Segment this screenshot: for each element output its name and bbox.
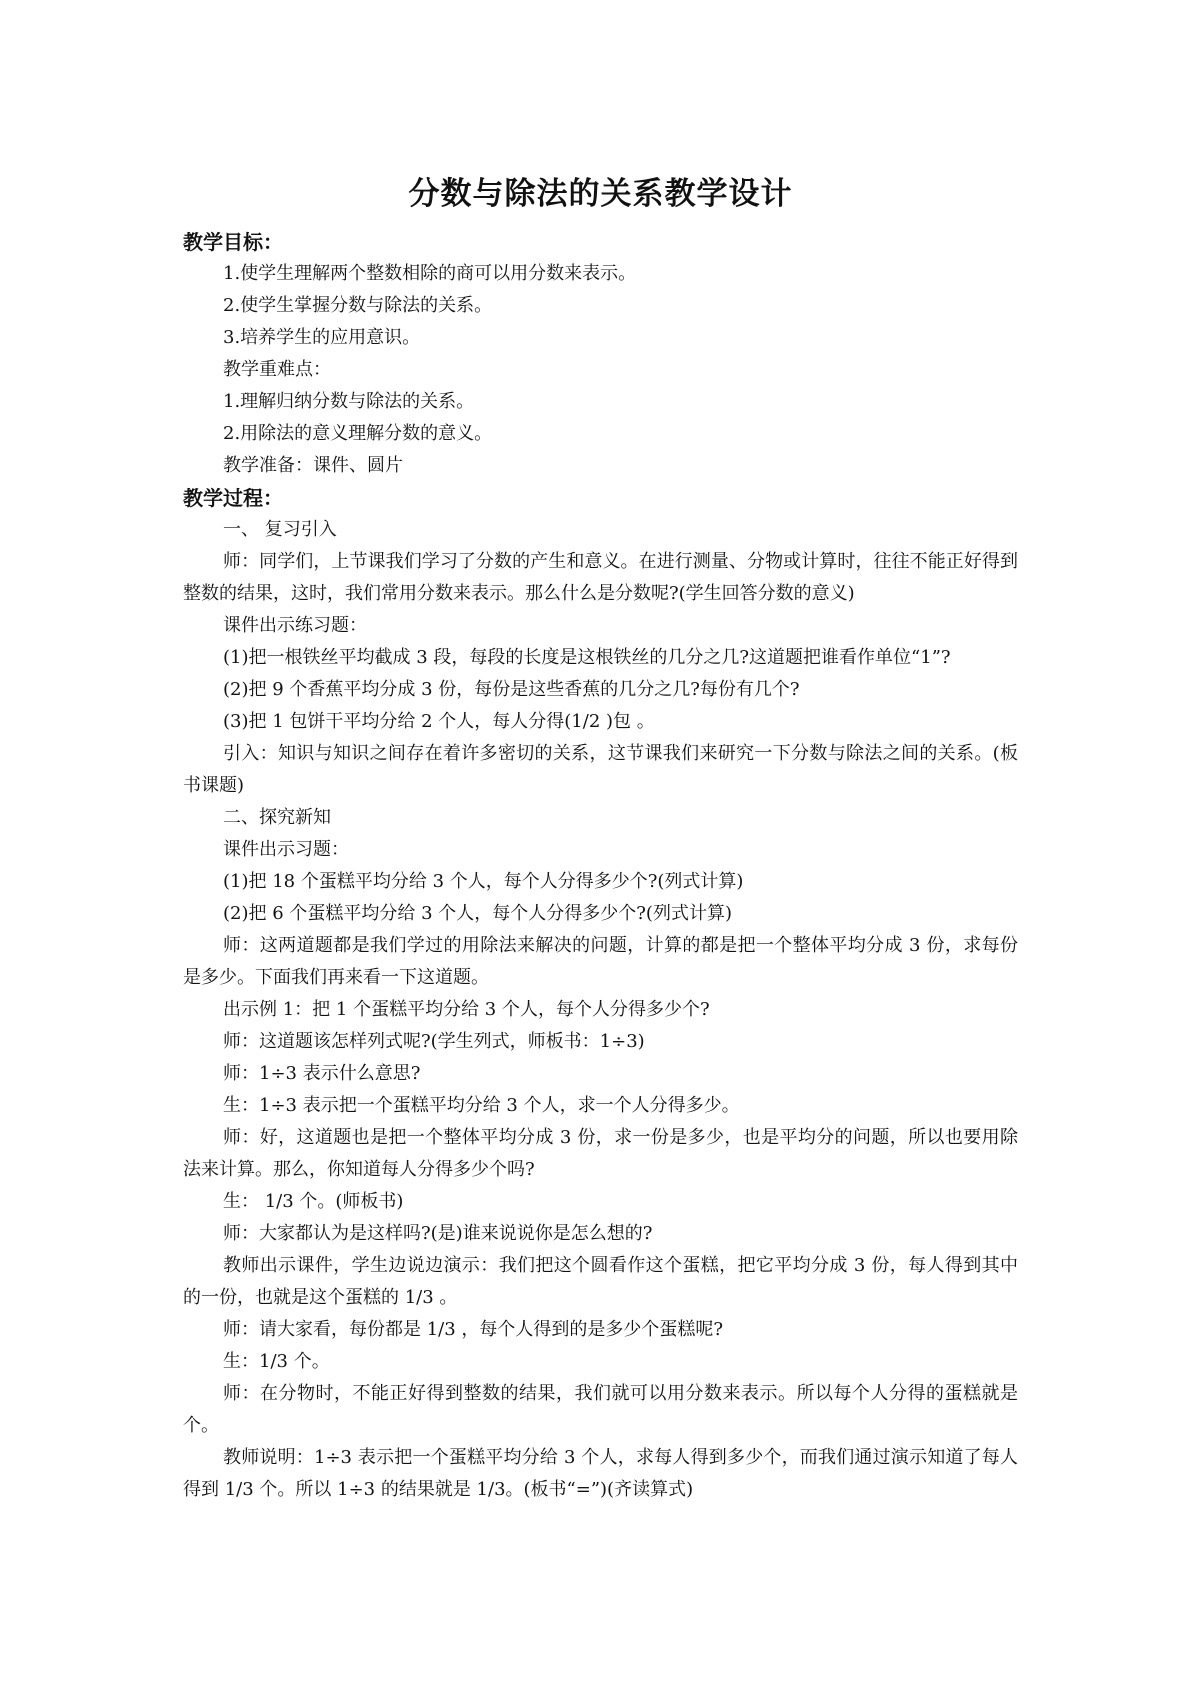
process-paragraph: 师：好，这道题也是把一个整体平均分成 3 份，求一份是多少，也是平均分的问题，所以也要用除法来计算。那么，你知道每人分得多少个吗? bbox=[183, 1127, 1018, 1180]
goal-item: 2.使学生掌握分数与除法的关系。 bbox=[223, 295, 493, 316]
process-paragraph: 生：1/3 个。 bbox=[223, 1351, 330, 1372]
process-paragraph: 师：1÷3 表示什么意思? bbox=[223, 1063, 421, 1084]
process-paragraph: 师：这道题该怎样列式呢?(学生列式，师板书：1÷3) bbox=[223, 1031, 645, 1052]
process-paragraph: 师：大家都认为是这样吗?(是)谁来说说你是怎么想的? bbox=[223, 1223, 653, 1244]
goal-item: 3.培养学生的应用意识。 bbox=[223, 327, 421, 348]
process-paragraph: 引入：知识与知识之间存在着许多密切的关系，这节课我们来研究一下分数与除法之间的关系。(板书课题) bbox=[183, 743, 1018, 796]
process-subheading: 二、探究新知 bbox=[223, 807, 331, 828]
process-paragraph: 课件出示习题： bbox=[223, 839, 349, 860]
process-paragraph: 教师说明：1÷3 表示把一个蛋糕平均分给 3 个人，求每人得到多少个，而我们通过演示知道了每人得到 1/3 个。所以 1÷3 的结果就是 1/3。(板书“=”)(齐读算式) bbox=[183, 1447, 1018, 1500]
process-paragraph: 教师出示课件，学生边说边演示：我们把这个圆看作这个蛋糕，把它平均分成 3 份，每人得到其中的一份，也就是这个蛋糕的 1/3 。 bbox=[183, 1255, 1018, 1308]
process-paragraph: 师：请大家看，每份都是 1/3 ，每个人得到的是多少个蛋糕呢? bbox=[223, 1319, 724, 1340]
exercise-item: (1)把一根铁丝平均截成 3 段，每段的长度是这根铁丝的几分之几?这道题把谁看作单位“1”? bbox=[223, 647, 951, 668]
preparation-line: 教学准备：课件、圆片 bbox=[223, 455, 403, 476]
exercise-item: (2)把 9 个香蕉平均分成 3 份，每份是这些香蕉的几分之几?每份有几个? bbox=[223, 679, 800, 700]
exercise-item: (2)把 6 个蛋糕平均分给 3 个人，每个人分得多少个?(列式计算) bbox=[223, 903, 732, 924]
exercise-item: (3)把 1 包饼干平均分给 2 个人，每人分得(1/2 )包 。 bbox=[223, 711, 655, 732]
process-paragraph: 师：在分物时，不能正好得到整数的结果，我们就可以用分数来表示。所以每个人分得的蛋糕就是 个。 bbox=[183, 1383, 1018, 1436]
process-paragraph: 生：1÷3 表示把一个蛋糕平均分给 3 个人，求一个人分得多少。 bbox=[223, 1095, 740, 1116]
goal-item: 1.使学生理解两个整数相除的商可以用分数来表示。 bbox=[223, 263, 637, 284]
goals-heading: 教学目标： bbox=[183, 230, 283, 254]
key-point-item: 1.理解归纳分数与除法的关系。 bbox=[223, 391, 475, 412]
exercise-item: (1)把 18 个蛋糕平均分给 3 个人，每个人分得多少个?(列式计算) bbox=[223, 871, 744, 892]
process-paragraph: 生： 1/3 个。(师板书) bbox=[223, 1191, 404, 1212]
process-paragraph: 师：同学们，上节课我们学习了分数的产生和意义。在进行测量、分物或计算时，往往不能正好得到整数的结果，这时，我们常用分数来表示。那么什么是分数呢?(学生回答分数的意义) bbox=[183, 551, 1018, 604]
process-subheading: 一、 复习引入 bbox=[223, 519, 337, 540]
key-point-item: 2.用除法的意义理解分数的意义。 bbox=[223, 423, 493, 444]
key-points-heading: 教学重难点： bbox=[223, 359, 331, 380]
process-heading: 教学过程： bbox=[183, 486, 283, 510]
process-paragraph: 师：这两道题都是我们学过的用除法来解决的问题，计算的都是把一个整体平均分成 3 份，求每份是多少。下面我们再来看一下这道题。 bbox=[183, 935, 1018, 988]
document-title: 分数与除法的关系教学设计 bbox=[408, 176, 793, 212]
process-paragraph: 出示例 1：把 1 个蛋糕平均分给 3 个人，每个人分得多少个? bbox=[223, 999, 710, 1020]
document-body bbox=[183, 170, 1018, 1506]
process-paragraph: 课件出示练习题： bbox=[223, 615, 367, 636]
